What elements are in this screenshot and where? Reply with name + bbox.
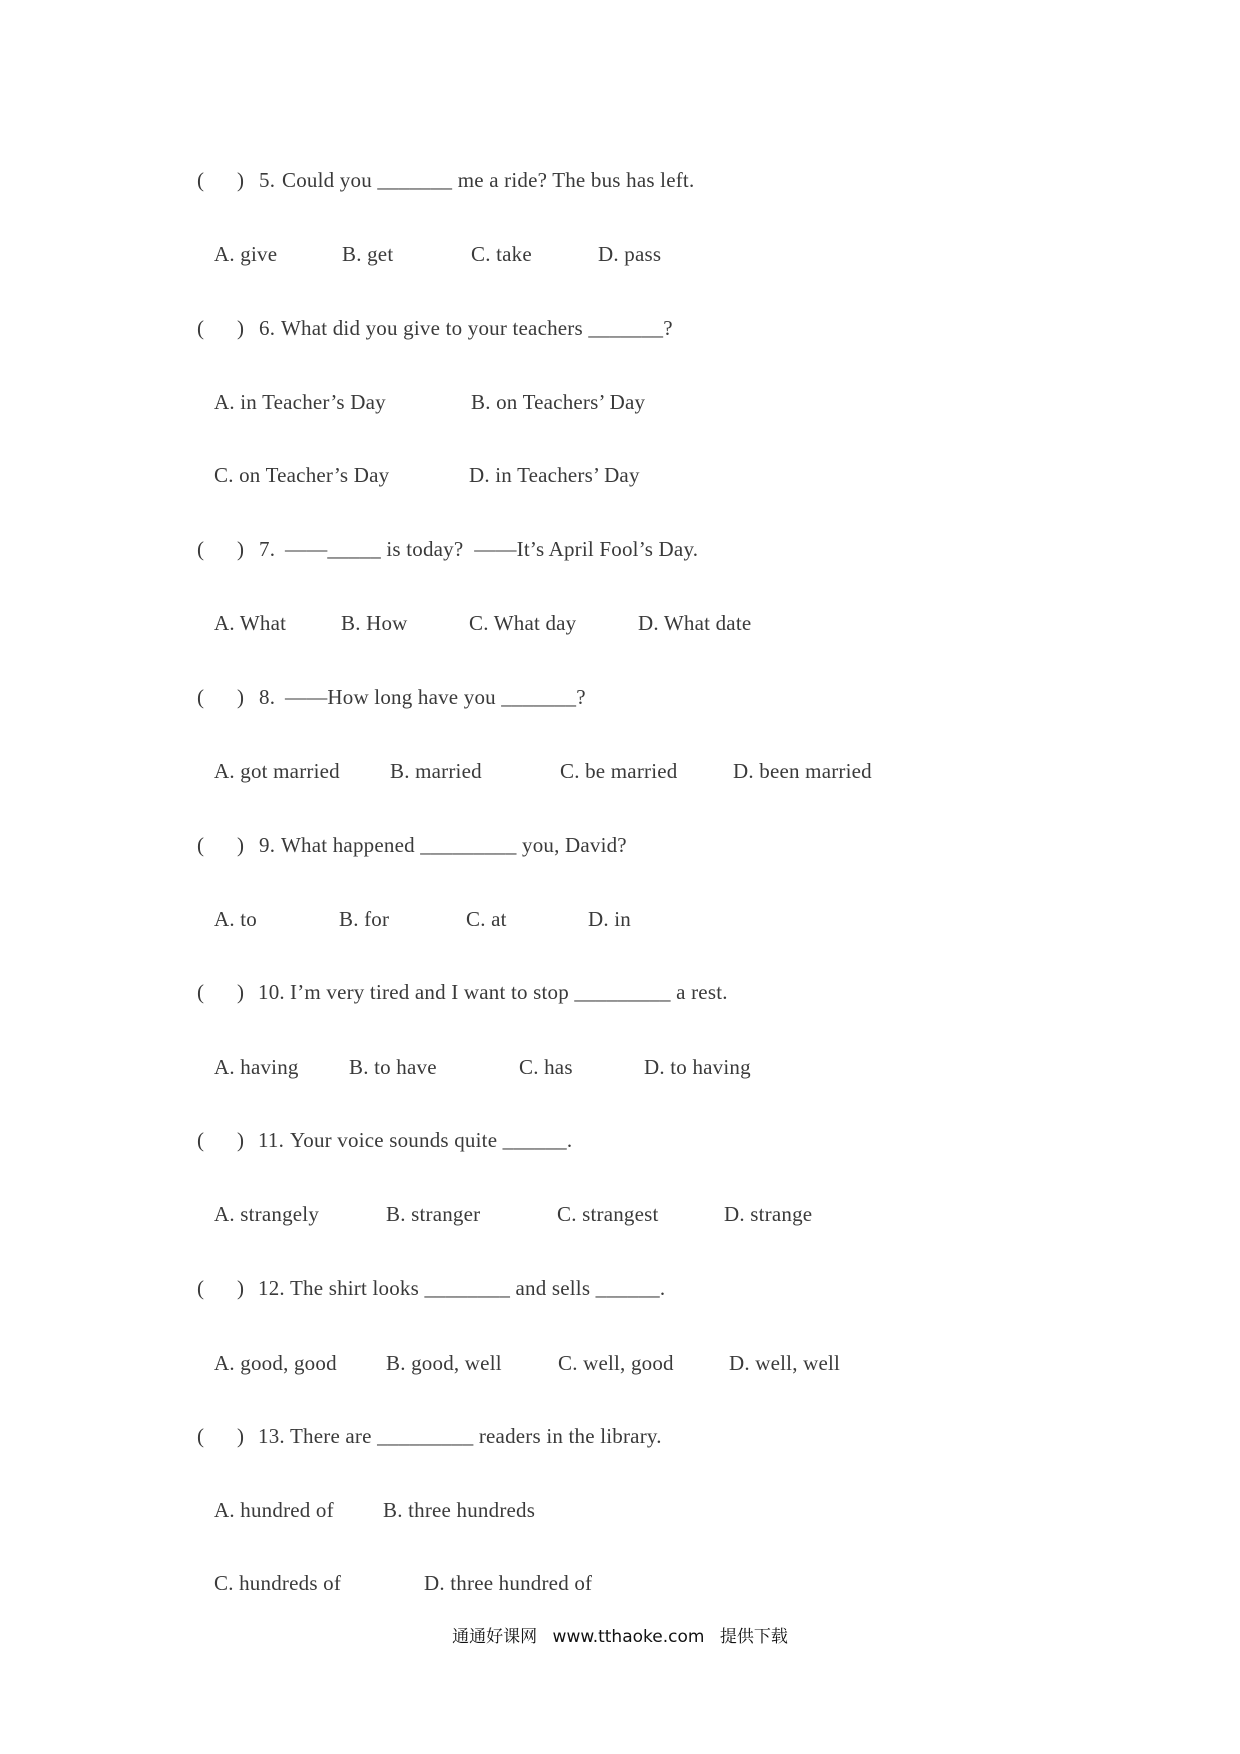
answer-bracket-close: ) [237,1276,245,1300]
option-b: B. for [339,907,390,931]
option-d: D. three hundred of [424,1571,593,1595]
option-c: C. strangest [557,1202,659,1226]
answer-bracket-open: ( [197,168,205,192]
question-number: 6. [259,316,276,340]
option-d: D. been married [733,759,872,783]
option-b: B. married [390,759,482,783]
option-b: B. three hundreds [383,1498,536,1522]
answer-bracket-close: ) [237,1128,245,1152]
option-a: A. having [214,1055,299,1079]
option-a: A. got married [214,759,340,783]
answer-bracket-open: ( [197,1128,205,1152]
question-stem: The shirt looks ________ and sells ______. [290,1276,666,1300]
answer-bracket-close: ) [237,168,245,192]
question-number: 12. [258,1276,285,1300]
question-number: 9. [259,833,276,857]
answer-bracket-open: ( [197,316,205,340]
option-b: B. get [342,242,394,266]
question-stem: Your voice sounds quite ______. [290,1128,573,1152]
option-c: C. be married [560,759,678,783]
option-c: C. on Teacher’s Day [214,463,390,487]
answer-bracket-open: ( [197,537,205,561]
answer-bracket-close: ) [237,685,245,709]
question-stem: There are _________ readers in the library. [290,1424,662,1448]
footer-note: 提供下载 [719,1627,788,1647]
option-c: C. well, good [558,1351,674,1375]
option-a: A. hundred of [214,1498,334,1522]
answer-bracket-close: ) [237,980,245,1004]
answer-bracket-close: ) [237,537,245,561]
option-d: D. strange [724,1202,813,1226]
answer-bracket-open: ( [197,685,205,709]
answer-bracket-open: ( [197,1424,205,1448]
question-number: 13. [258,1424,285,1448]
page-footer [0,1622,1240,1647]
answer-bracket-close: ) [237,833,245,857]
option-b: B. on Teachers’ Day [471,390,646,414]
question-stem: ——_____ is today? ——It’s April Fool’s Day. [285,537,699,561]
option-d: D. in Teachers’ Day [469,463,640,487]
answer-bracket-open: ( [197,1276,205,1300]
question-number: 7. [259,537,276,561]
option-a: A. give [214,242,278,266]
question-stem: ——How long have you _______? [285,685,586,709]
option-c: C. has [519,1055,573,1079]
option-c: C. at [466,907,507,931]
option-d: D. What date [638,611,752,635]
option-a: A. in Teacher’s Day [214,390,386,414]
option-b: B. to have [349,1055,437,1079]
option-a: A. strangely [214,1202,320,1226]
question-stem: What happened _________ you, David? [281,833,627,857]
option-d: D. to having [644,1055,751,1079]
question-number: 11. [258,1128,285,1152]
answer-bracket-close: ) [237,1424,245,1448]
question-number: 8. [259,685,276,709]
option-d: D. in [588,907,631,931]
answer-bracket-open: ( [197,833,205,857]
question-stem: What did you give to your teachers _______? [281,316,673,340]
option-c: C. What day [469,611,577,635]
question-number: 5. [259,168,276,192]
footer-site-name: 通通好课网 [452,1627,538,1647]
option-c: C. hundreds of [214,1571,342,1595]
option-a: A. good, good [214,1351,337,1375]
option-b: B. stranger [386,1202,481,1226]
option-d: D. pass [598,242,662,266]
option-b: B. How [341,611,408,635]
question-stem: I’m very tired and I want to stop _________ a rest. [290,980,728,1004]
option-c: C. take [471,242,532,266]
footer-url[interactable]: www.tthaoke.com [552,1627,705,1647]
answer-bracket-close: ) [237,316,245,340]
option-a: A. to [214,907,257,931]
option-a: A. What [214,611,287,635]
option-d: D. well, well [729,1351,841,1375]
option-b: B. good, well [386,1351,502,1375]
question-stem: Could you _______ me a ride? The bus has left. [282,168,695,192]
answer-bracket-open: ( [197,980,205,1004]
question-number: 10. [258,980,285,1004]
